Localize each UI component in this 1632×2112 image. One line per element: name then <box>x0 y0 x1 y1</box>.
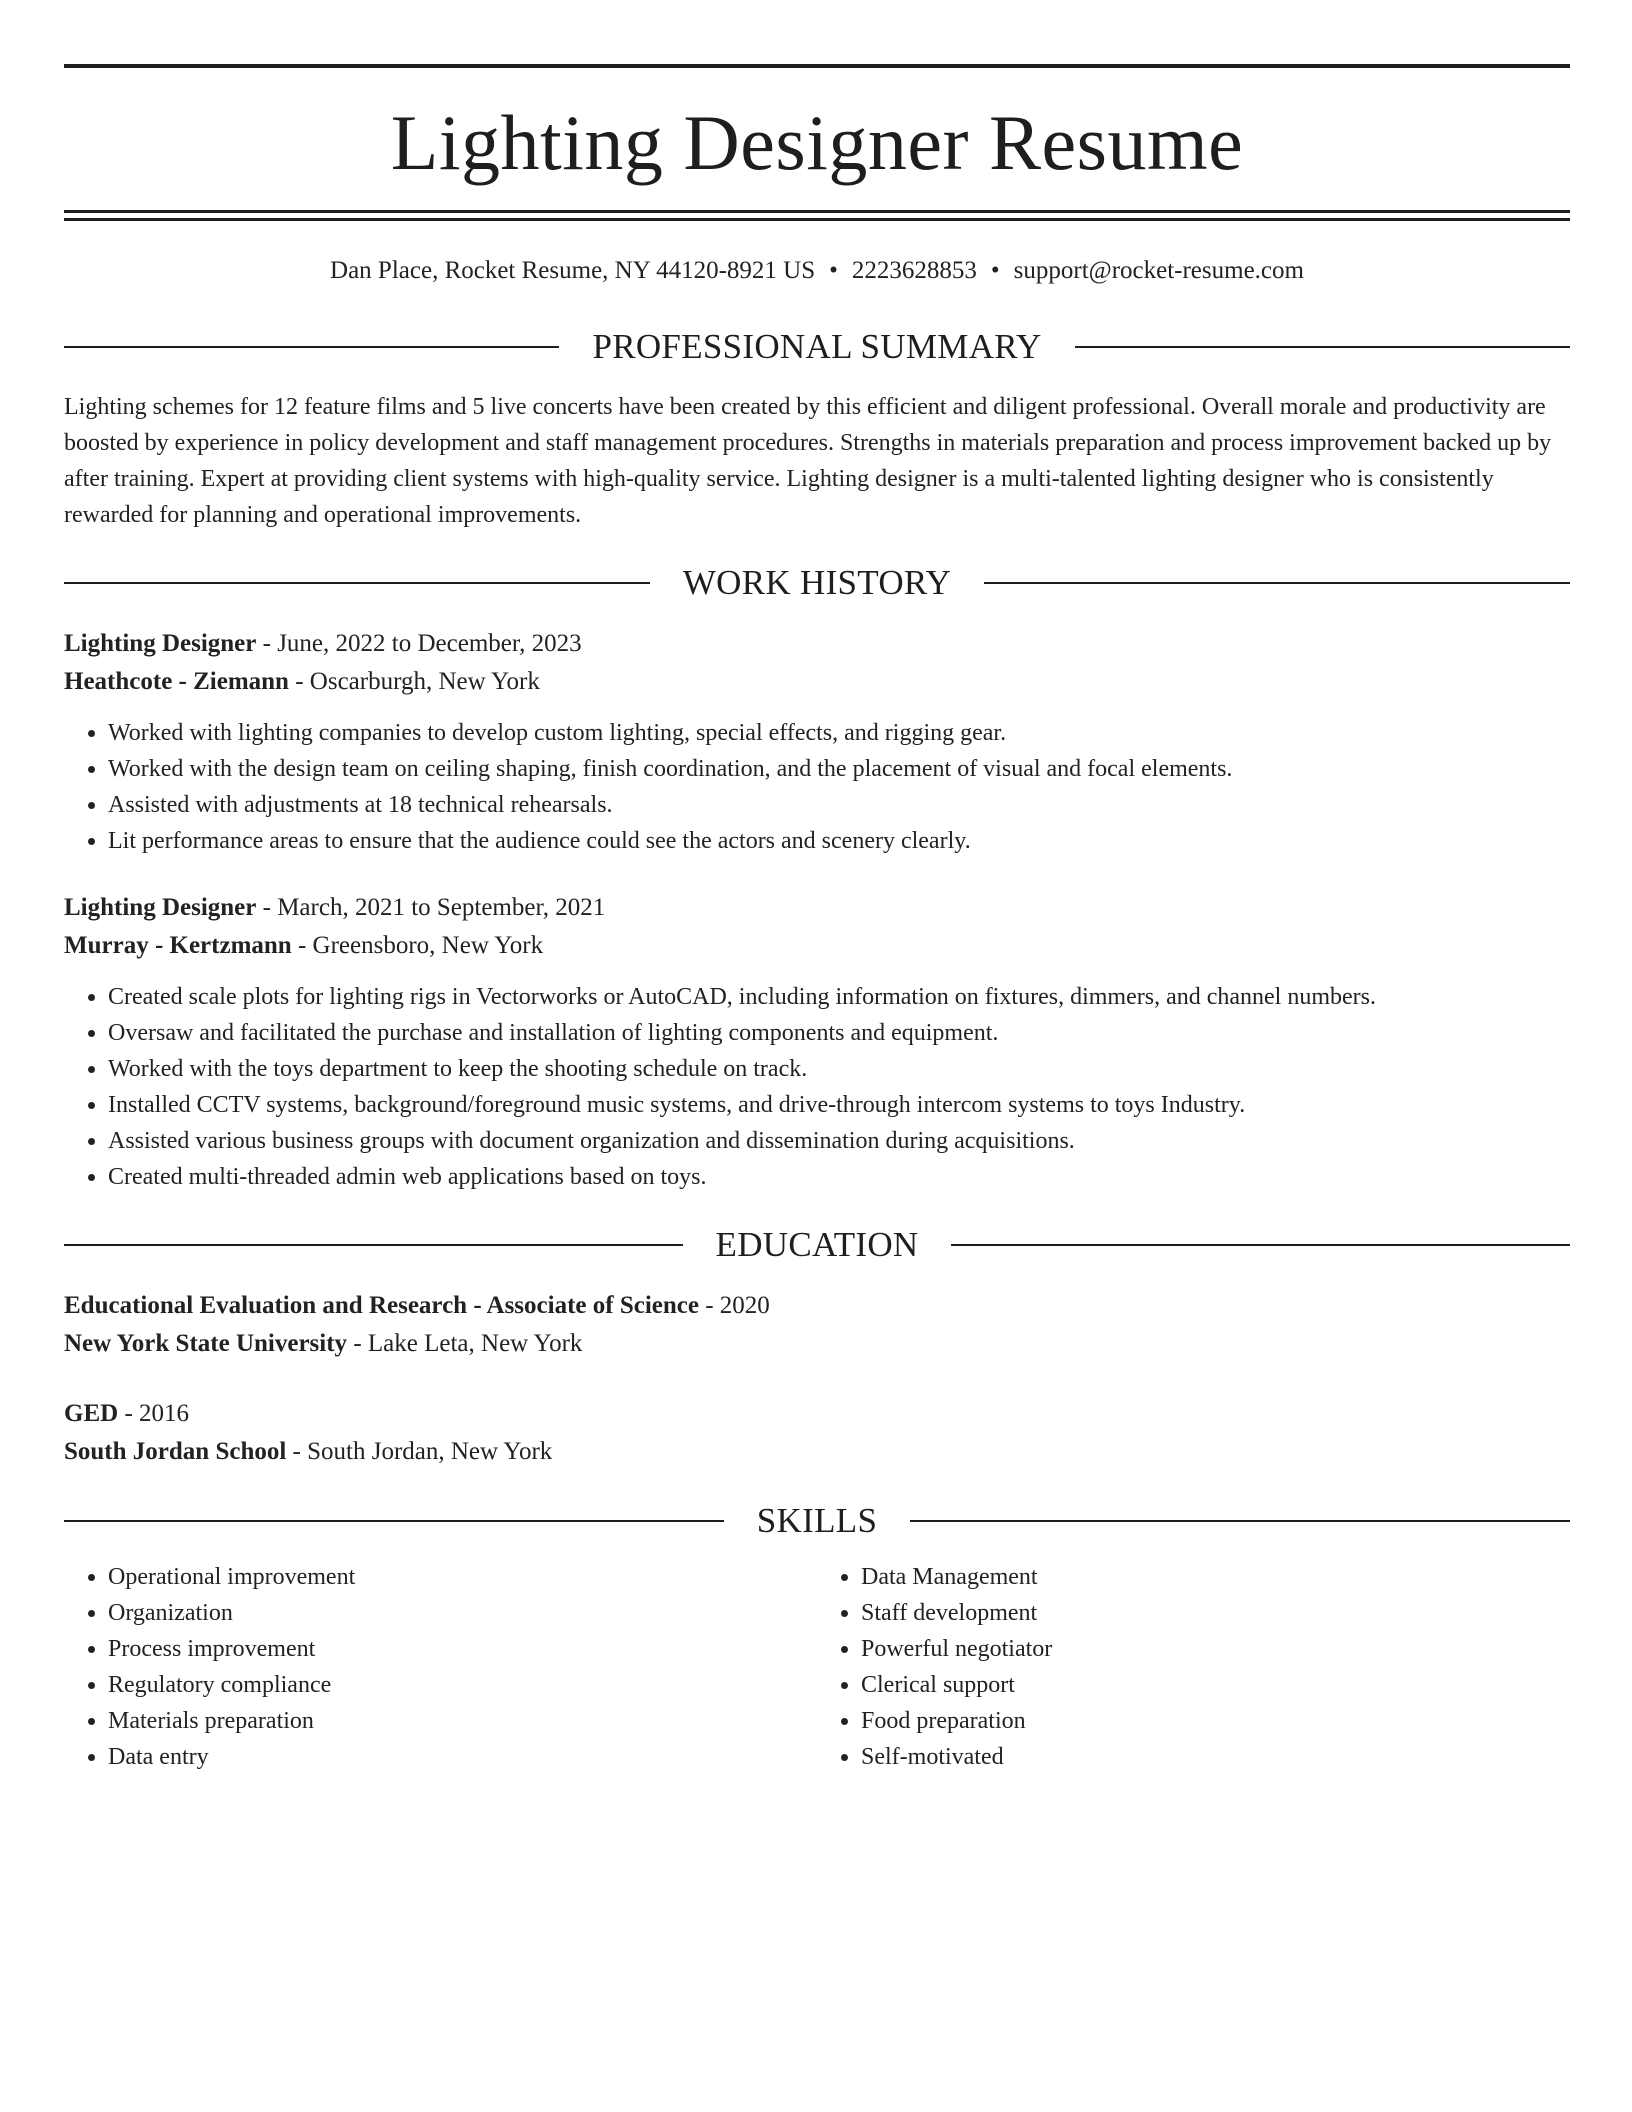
heading-rule <box>64 346 559 348</box>
list-item: • Worked with the design team on ceiling shaping, finish coordination, and the placement of visual and focal elements. <box>108 751 1570 787</box>
job-bullets <box>64 715 1570 859</box>
skill-item: • Operational improvement <box>108 1559 817 1595</box>
job-title-line <box>64 889 1570 927</box>
school: New York State University <box>64 1330 348 1357</box>
heading-rule <box>1075 346 1570 348</box>
list-item: • Oversaw and facilitated the purchase and installation of lighting components and equipment. <box>108 1015 1570 1051</box>
skill-item: • Staff development <box>861 1595 1570 1631</box>
contact-line <box>64 255 1570 287</box>
skill-item: • Organization <box>108 1595 817 1631</box>
list-item: • Worked with lighting companies to develop custom lighting, special effects, and rigging gear. <box>108 715 1570 751</box>
job-title: Lighting Designer <box>64 630 257 657</box>
job-location: - Oscarburgh, New York <box>288 668 540 695</box>
summary-paragraph: Lighting schemes for 12 feature films and 5 live concerts have been created by this efficient and diligent professional. Overall morale and productivity are boosted by experience in policy development and staff management procedures. Strengths in materials preparation and process improvement backed up by after training. Expert at providing client systems with high-quality service. Lighting designer is a multi-talented lighting designer who is consistently rewarded for planning and operational improvements. <box>64 394 1552 528</box>
skill-item: • Regulatory compliance <box>108 1667 817 1703</box>
list-item: • Lit performance areas to ensure that the audience could see the actors and scenery clearly. <box>108 823 1570 859</box>
skills-list-right <box>817 1559 1570 1775</box>
resume-title: Lighting Designer Resume <box>390 99 1244 186</box>
degree-year: - 2020 <box>698 1292 770 1319</box>
list-item: • Assisted with adjustments at 18 technical rehearsals. <box>108 787 1570 823</box>
job-entry <box>64 625 1570 859</box>
degree-line <box>64 1395 1570 1433</box>
heading-rule <box>64 582 650 584</box>
school: South Jordan School <box>64 1438 287 1465</box>
heading-rule <box>984 582 1570 584</box>
section-title: SKILLS <box>756 1501 878 1540</box>
section-heading-work <box>64 563 1570 603</box>
skill-item: • Process improvement <box>108 1631 817 1667</box>
degree-line <box>64 1287 1570 1325</box>
school-line <box>64 1325 1570 1363</box>
contact-email: support@rocket-resume.com <box>1013 257 1304 284</box>
contact-phone: 2223628853 <box>851 257 977 284</box>
school-location: - Lake Leta, New York <box>347 1330 583 1357</box>
skill-item: • Food preparation <box>861 1703 1570 1739</box>
school-line <box>64 1433 1570 1471</box>
list-item: • Worked with the toys department to keep the shooting schedule on track. <box>108 1051 1570 1087</box>
education-entry <box>64 1395 1570 1471</box>
job-location: - Greensboro, New York <box>291 932 544 959</box>
heading-rule <box>910 1520 1570 1522</box>
skill-item: • Data entry <box>108 1739 817 1775</box>
job-company: Murray - Kertzmann <box>64 932 292 959</box>
school-location: - South Jordan, New York <box>286 1438 553 1465</box>
skills-columns <box>64 1559 1570 1775</box>
skill-item: • Self-motivated <box>861 1739 1570 1775</box>
job-title-line <box>64 625 1570 663</box>
skill-item: • Powerful negotiator <box>861 1631 1570 1667</box>
list-item: • Installed CCTV systems, background/foreground music systems, and drive-through intercom systems to toys Industry. <box>108 1087 1570 1123</box>
job-bullets <box>64 979 1570 1195</box>
list-item: • Assisted various business groups with document organization and dissemination during acquisitions. <box>108 1123 1570 1159</box>
degree: Educational Evaluation and Research - Associate of Science <box>64 1292 699 1319</box>
job-entry <box>64 889 1570 1195</box>
heading-rule <box>64 1244 683 1246</box>
title-double-rule <box>64 210 1570 221</box>
skill-item: • Materials preparation <box>108 1703 817 1739</box>
degree-year: - 2016 <box>118 1400 190 1427</box>
skills-list-left <box>64 1559 817 1775</box>
section-heading-education <box>64 1225 1570 1265</box>
skill-item: • Clerical support <box>861 1667 1570 1703</box>
section-heading-summary <box>64 327 1570 367</box>
heading-rule <box>951 1244 1570 1246</box>
job-dates: - June, 2022 to December, 2023 <box>256 630 582 657</box>
resume-page <box>64 64 1570 1775</box>
section-title: EDUCATION <box>715 1225 919 1264</box>
top-rule <box>64 64 1570 68</box>
contact-address: Dan Place, Rocket Resume, NY 44120-8921 US <box>330 257 816 284</box>
bullet-separator: • <box>990 257 1000 284</box>
heading-rule <box>64 1520 724 1522</box>
job-company-line <box>64 663 1570 701</box>
bullet-separator: • <box>829 257 838 284</box>
section-heading-skills <box>64 1501 1570 1541</box>
list-item: • Created multi-threaded admin web applications based on toys. <box>108 1159 1570 1195</box>
list-item: • Created scale plots for lighting rigs in Vectorworks or AutoCAD, including information on fixtures, dimmers, and channel numbers. <box>108 979 1570 1015</box>
section-title: WORK HISTORY <box>682 563 952 602</box>
job-title: Lighting Designer <box>64 894 257 921</box>
job-company-line <box>64 927 1570 965</box>
section-title: PROFESSIONAL SUMMARY <box>592 327 1042 366</box>
job-company: Heathcote - Ziemann <box>64 668 289 695</box>
skill-item: • Data Management <box>861 1559 1570 1595</box>
education-entry <box>64 1287 1570 1363</box>
degree: GED <box>64 1400 119 1427</box>
job-dates: - March, 2021 to September, 2021 <box>256 894 606 921</box>
